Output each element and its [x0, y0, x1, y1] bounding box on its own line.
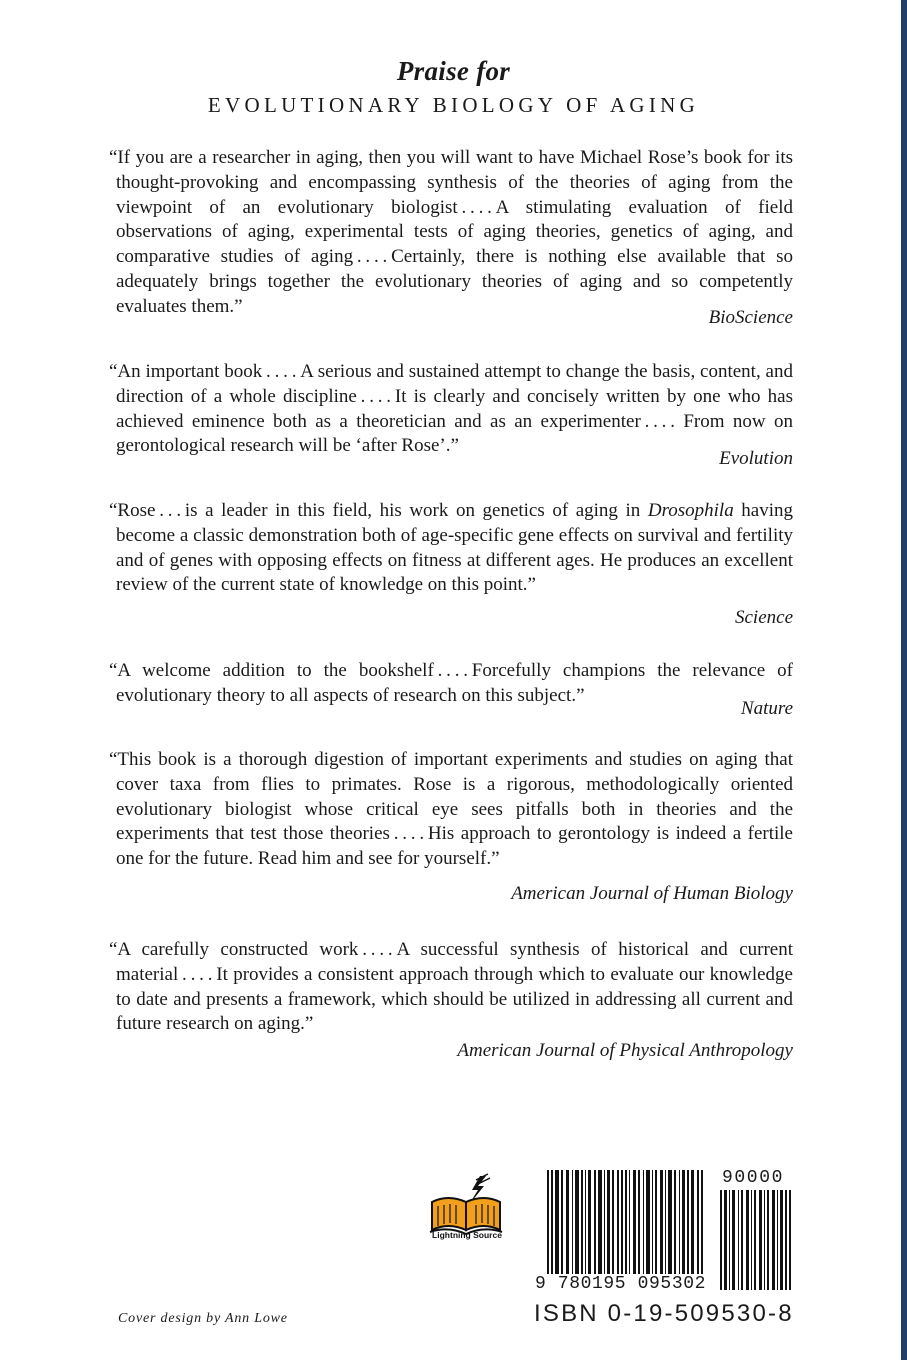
review-quote: “An important book . . . . A serious and sustained attempt to change the basis, content, and direction of a whole discipline . . . . It is clearly and concisely written by one who has achieved eminence both as a theoretician and as an experimenter . . . . From now on gerontological research will be ‘after Rose’.”: [109, 361, 793, 457]
review-source: American Journal of Human Biology: [511, 882, 793, 904]
review-source: American Journal of Physical Anthropology: [457, 1040, 793, 1062]
review-quote: “If you are a researcher in aging, then you will want to have Michael Rose’s book for its thought-provoking and encompassing synthesis of the theories of aging from the viewpoint of an evolutionary biologist . . . . A stimulating evaluation of field observations of aging, experimental tests of aging theories, genetics of aging, and comparative studies of aging . . . . Certainly, there is nothing else available that so adequately brings together the evolutionary theories of aging and so competently evaluates them.”: [109, 147, 793, 317]
isbn-barcode: [535, 1170, 713, 1290]
cover-design-credit: Cover design by Ann Lowe: [118, 1311, 288, 1326]
review-quote-start: “Rose . . . is a leader in this field, his work on genetics of aging in: [109, 500, 648, 521]
spine-edge-stripe: [901, 0, 907, 1360]
review-evolution: [109, 360, 793, 471]
review-quote: “This book is a thorough digestion of important experiments and studies on aging that cover taxa from flies to primates. Rose is a rigorous, methodologically oriented evolutionary biologist whose critical eye sees pitfalls both in theories and the experiments that test those theories . . . . His approach to gerontology is indeed a fertile one for the future. Read him and see for yourself.”: [109, 749, 793, 870]
review-quote: “A carefully constructed work . . . . A successful synthesis of historical and current material . . . . It provides a consistent approach through which to evaluate our knowledge to date and presents a framework, which should be utilized in addressing all current and future research on aging.”: [109, 939, 793, 1035]
review-quote-species: Drosophila: [647, 500, 734, 521]
review-nature: [109, 659, 793, 721]
barcode-addon-price: 90000: [722, 1168, 785, 1188]
isbn-number: ISBN 0-19-509530-8: [534, 1300, 794, 1327]
review-american-journal-human-biology: [109, 748, 793, 906]
review-quote: “A welcome addition to the bookshelf . . . . Forcefully champions the relevance of evolutionary theory to all aspects of research on this subject.”: [109, 660, 793, 706]
barcode-digits: 9 780195 095302: [535, 1274, 707, 1294]
review-science: [109, 499, 793, 630]
book-title: EVOLUTIONARY BIOLOGY OF AGING: [207, 93, 700, 117]
review-source: Nature: [740, 697, 793, 719]
praise-heading: Praise for: [396, 56, 511, 86]
review-source: Science: [734, 607, 793, 629]
review-quote: [109, 499, 793, 598]
review-source: Evolution: [719, 448, 793, 470]
review-bioscience: [109, 146, 793, 330]
review-quote-end: having become a classic demonstration both of age-specific gene effects on survival and fertility and of genes with opposing effects on fitness at different ages. He produces an excellent review of the current state of knowledge on this point.”: [116, 500, 793, 596]
price-addon-barcode: [718, 1190, 794, 1290]
review-american-journal-physical-anthropology: [109, 938, 793, 1063]
publisher-logo-label: Lightning Source: [432, 1230, 502, 1240]
review-source: BioScience: [708, 306, 793, 328]
